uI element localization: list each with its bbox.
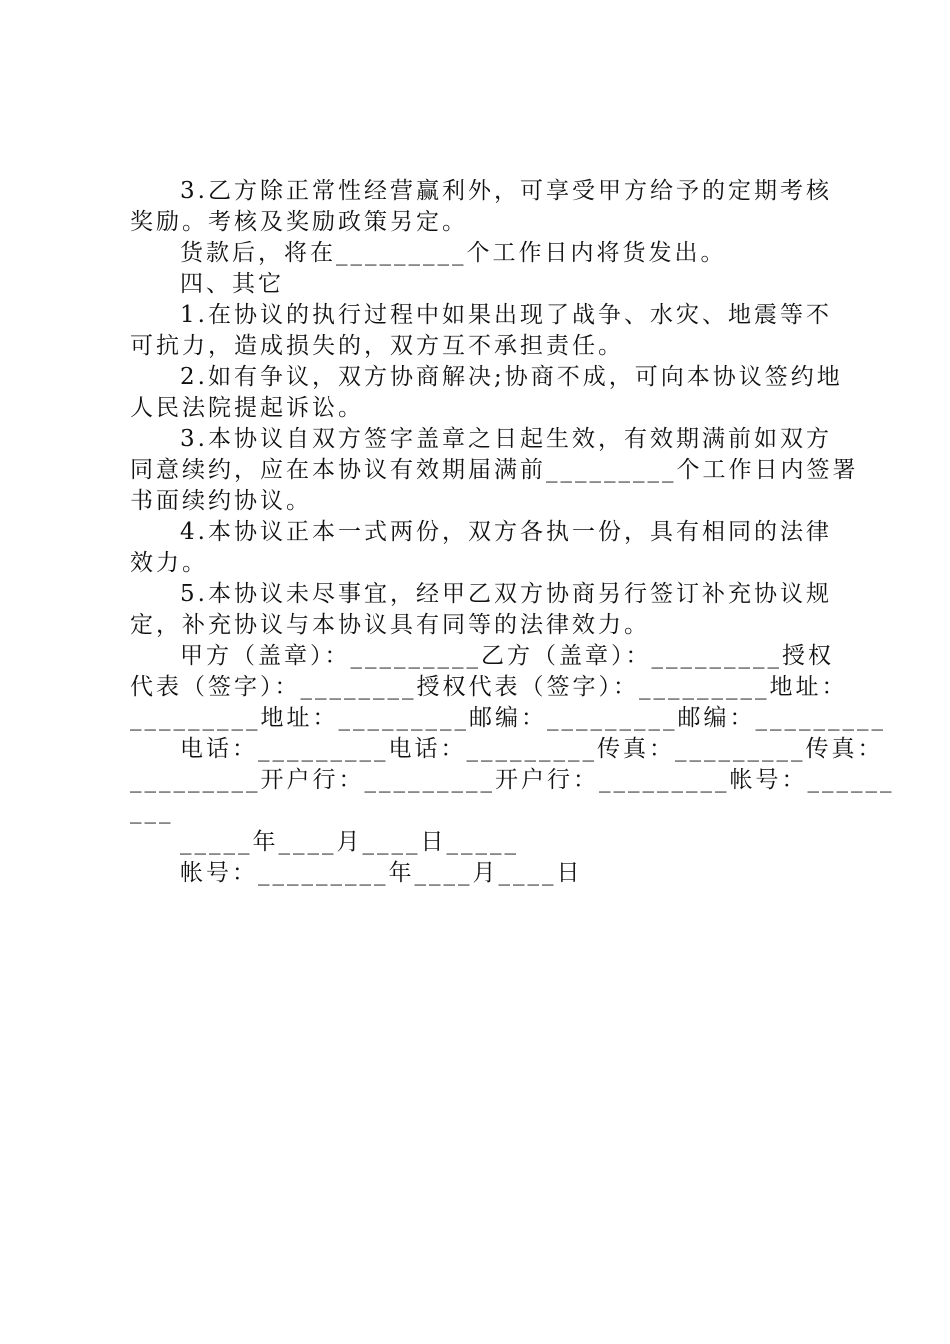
date-line: _____年____月____日_____: [180, 829, 519, 855]
item-1-line-2: 可抗力，造成损失的，双方互不承担责任。: [130, 333, 624, 359]
item-2-line-1: 2.如有争议，双方协商解决;协商不成，可向本协议签约地: [180, 364, 843, 390]
document-body: [130, 176, 895, 889]
account-date-line: 帐号：_________年____月____日: [180, 860, 583, 886]
signature-line-4: 电话：_________电话：_________传真：_________传真：: [180, 736, 884, 762]
item-4-line-2: 效力。: [130, 550, 208, 576]
item-5-line-1: 5.本协议未尽事宜，经甲乙双方协商另行签订补充协议规: [180, 581, 832, 607]
signature-line-2: 代表（签字）：________授权代表（签字）：_________地址：: [130, 674, 848, 700]
item-1-line-1: 1.在协议的执行过程中如果出现了战争、水灾、地震等不: [180, 302, 832, 328]
signature-line-6: ___: [130, 798, 174, 824]
signature-line-5: _________开户行：_________开户行：_________帐号：______: [130, 767, 895, 793]
item-5-line-2: 定，补充协议与本协议具有同等的法律效力。: [130, 612, 650, 638]
delivery-line: 货款后，将在_________个工作日内将货发出。: [180, 240, 727, 266]
signature-line-1: 甲方（盖章）：_________乙方（盖章）：_________授权: [180, 643, 834, 669]
clause-3-line-2: 奖励。考核及奖励政策另定。: [130, 209, 468, 235]
item-3-line-3: 书面续约协议。: [130, 488, 312, 514]
item-3-line-1: 3.本协议自双方签字盖章之日起生效，有效期满前如双方: [180, 426, 832, 452]
clause-3-line-1: 3.乙方除正常性经营赢利外，可享受甲方给予的定期考核: [180, 178, 832, 204]
item-3-line-2: 同意续约，应在本协议有效期届满前_________个工作日内签署: [130, 457, 859, 483]
signature-line-3: _________地址：_________邮编：_________邮编：_________: [130, 705, 886, 731]
section-heading-other: 四、其它: [180, 271, 284, 297]
item-4-line-1: 4.本协议正本一式两份，双方各执一份，具有相同的法律: [180, 519, 832, 545]
item-2-line-2: 人民法院提起诉讼。: [130, 395, 364, 421]
